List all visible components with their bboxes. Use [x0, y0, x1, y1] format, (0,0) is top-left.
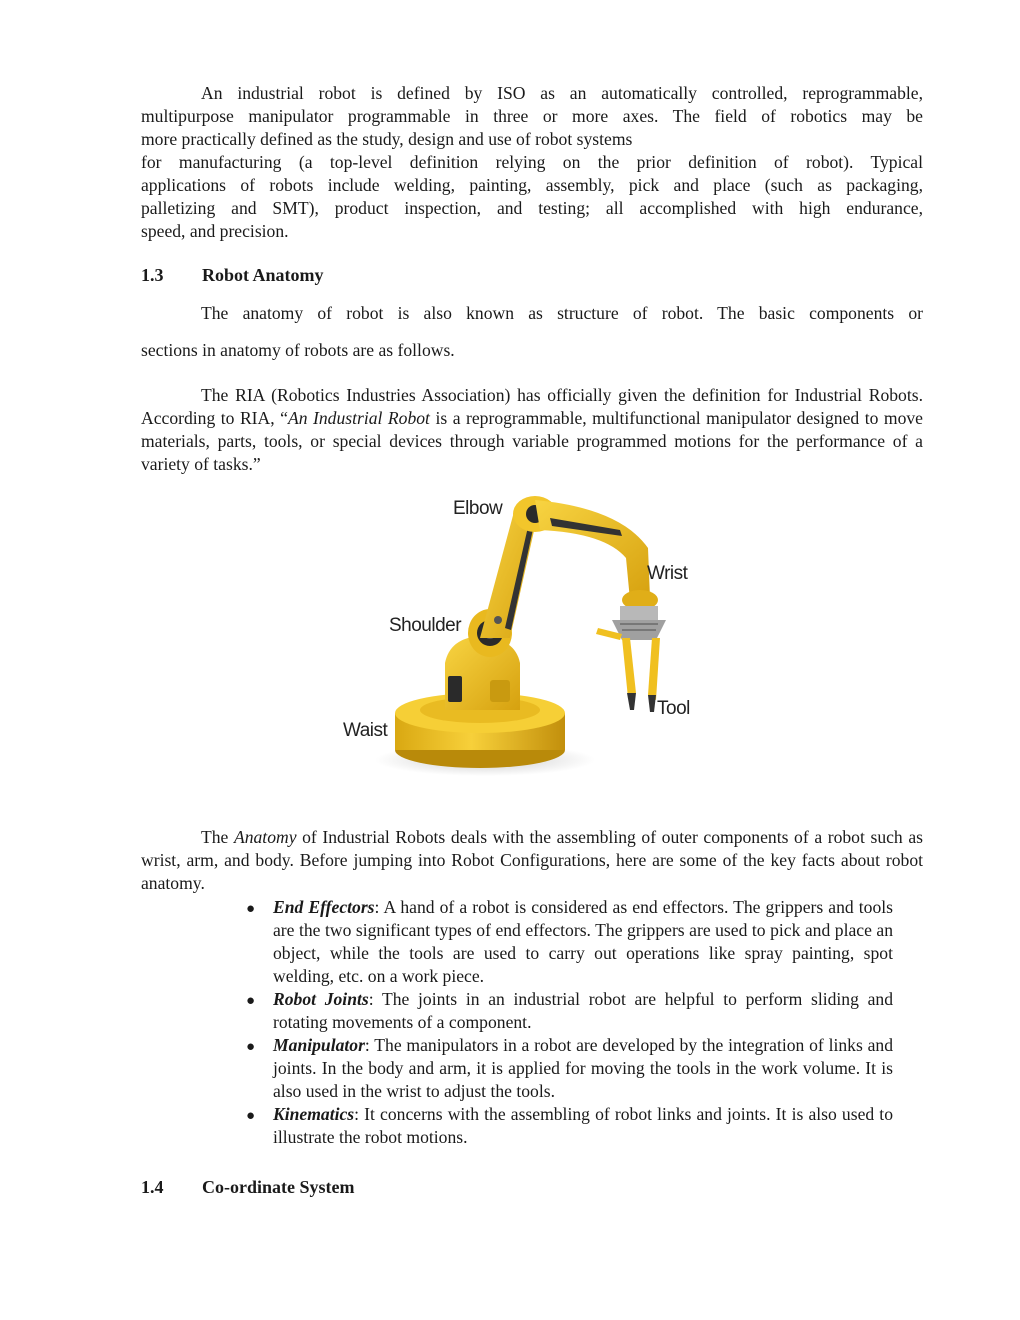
figure-label-elbow: Elbow: [453, 498, 503, 519]
intro-line: An industrial robot is defined by ISO as an automatically controlled, reprogrammable,: [201, 83, 923, 103]
bullet-icon: ●: [246, 1039, 256, 1055]
tool-gripper: [596, 628, 660, 712]
intro-paragraph: [141, 82, 923, 243]
bullet-text: : The manipulators in a robot are developed by the integration of links and joints. In the body and arm, it is applied for moving the tools in the work volume. It is also used in the wrist to adjust the tools.: [273, 1035, 893, 1101]
intro-line: palletizing and SMT), product inspection, and testing; all accomplished with high endurance,: [141, 198, 923, 218]
figure-label-wrist: Wrist: [647, 563, 688, 584]
robot-arm-figure: [330, 488, 710, 788]
section-title: Robot Anatomy: [202, 265, 324, 285]
section-title: Co-ordinate System: [202, 1177, 355, 1197]
bullet-icon: ●: [246, 901, 256, 917]
anatomy-text: The: [201, 827, 234, 847]
list-item: [243, 1103, 893, 1149]
ria-italic-term: An Industrial Robot: [287, 408, 430, 428]
anatomy-italic-term: Anatomy: [233, 827, 297, 847]
anatomy-line: sections in anatomy of robots are as follows.: [141, 340, 455, 360]
intro-line: applications of robots include welding, painting, assembly, pick and place (such as packaging,: [141, 175, 923, 195]
figure-label-shoulder: Shoulder: [389, 615, 462, 636]
robot-arm-illustration: [330, 488, 710, 788]
anatomy-line: The anatomy of robot is also known as structure of robot. The basic components or: [201, 303, 923, 323]
forearm: [535, 500, 650, 600]
list-item: [243, 988, 893, 1034]
intro-line: for manufacturing (a top-level definition relying on the prior definition of robot). Typical: [141, 152, 923, 172]
intro-line: more practically defined as the study, design and use of robot systems: [141, 129, 633, 149]
wrist-joint: [612, 590, 666, 640]
section-number: 1.3: [141, 265, 164, 285]
anatomy-paragraph: [141, 302, 923, 362]
bullet-text: : It concerns with the assembling of robot links and joints. It is also used to illustrate the robot motions.: [273, 1104, 893, 1147]
waist-slot: [448, 676, 462, 702]
bullet-term: Manipulator: [273, 1035, 365, 1055]
anatomy-facts-list: [243, 896, 893, 1149]
anatomy-text: of Industrial Robots deals with the assembling of outer components of a robot such as wrist, arm, and body. Before jumping into Robot Configurations, here are some of the key facts about robot anatomy.: [141, 827, 923, 893]
anatomy-description-paragraph: [141, 826, 923, 895]
bullet-term: End Effectors: [273, 897, 375, 917]
list-item: [243, 896, 893, 988]
figure-label-tool: Tool: [657, 698, 690, 719]
ria-text: The RIA (Robotics Industries Association) has officially given the definition for Industrial Robots. According to RIA, “: [141, 385, 923, 428]
bullet-term: Robot Joints: [273, 989, 369, 1009]
bullet-text: : A hand of a robot is considered as end effectors. The grippers and tools are the two significant types of end effectors. The grippers are used to pick and place an object, while the tools are used to carry out operations like spray painting, spot welding, etc. on a work piece.: [273, 897, 893, 986]
intro-line: multipurpose manipulator programmable in three or more axes. The field of robotics may be: [141, 106, 923, 126]
bullet-icon: ●: [246, 993, 256, 1009]
intro-line: speed, and precision.: [141, 221, 289, 241]
ria-text: is a reprogrammable, multifunctional manipulator designed to move materials, parts, tools, or special devices through variable programmed motions for the performance of a variety of tasks.”: [141, 408, 923, 474]
bullet-icon: ●: [246, 1108, 256, 1124]
bullet-text: : The joints in an industrial robot are helpful to perform sliding and rotating movements of a component.: [273, 989, 893, 1032]
section-heading-1-4: [141, 1177, 354, 1198]
figure-label-waist: Waist: [343, 720, 388, 741]
bullet-term: Kinematics: [273, 1104, 355, 1124]
section-number: 1.4: [141, 1177, 164, 1197]
ria-definition-paragraph: [141, 384, 923, 476]
list-item: [243, 1034, 893, 1103]
section-heading-1-3: [141, 265, 324, 286]
